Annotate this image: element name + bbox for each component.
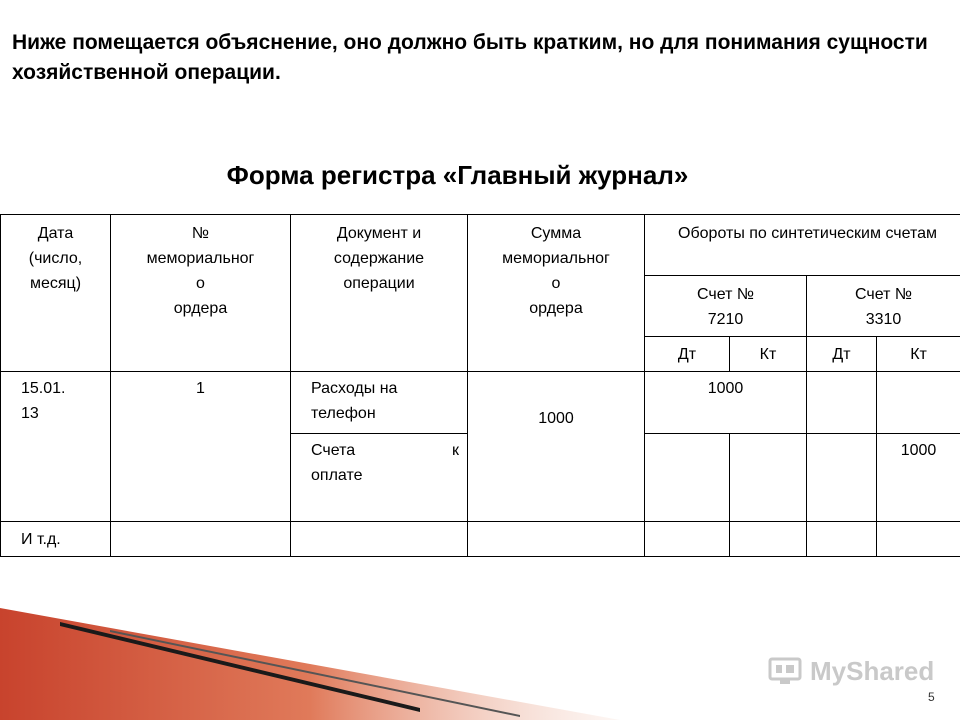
shared-icon: [768, 657, 802, 687]
cell-empty: [111, 522, 291, 557]
cell-operation-2: Счета к оплате: [291, 434, 468, 522]
header-document: Документ и содержание операции: [291, 215, 468, 372]
intro-text: Ниже помещается объяснение, оно должно быть кратким, но для понимания сущности хозяйственной операции.: [12, 31, 928, 84]
cell-empty: [807, 522, 877, 557]
header-account-7210: Счет № 7210: [645, 276, 807, 337]
header-turnovers: Обороты по синтетическим счетам: [645, 215, 960, 276]
journal-table: [0, 214, 960, 557]
cell-date: 15.01. 13: [1, 372, 111, 522]
header-row-1: [1, 215, 960, 276]
cell-acc2-kt: 1000: [877, 434, 960, 522]
cell-empty: [730, 434, 807, 522]
cell-empty: [645, 522, 730, 557]
page-number: 5: [928, 690, 935, 704]
myshared-logo: [768, 656, 934, 687]
decorative-swoosh: [0, 560, 960, 720]
header-dt-7210: Дт: [645, 337, 730, 372]
cell-empty: [877, 522, 960, 557]
header-memo-number: № мемориальног о ордера: [111, 215, 291, 372]
cell-empty: [807, 372, 877, 434]
cell-empty: [468, 522, 645, 557]
table-row: [1, 372, 960, 434]
red-swoosh-shape: [0, 608, 620, 720]
header-dt-3310: Дт: [807, 337, 877, 372]
cell-amount: 1000: [468, 372, 645, 522]
cell-empty: [807, 434, 877, 522]
header-amount: Сумма мемориальног о ордера: [468, 215, 645, 372]
header-account-3310: Счет № 3310: [807, 276, 960, 337]
cell-empty: [645, 434, 730, 522]
table-row: [1, 522, 960, 557]
cell-operation-1: Расходы на телефон: [291, 372, 468, 434]
cell-empty: [877, 372, 960, 434]
header-kt-7210: Кт: [730, 337, 807, 372]
cell-empty: [730, 522, 807, 557]
cell-etc: И т.д.: [1, 522, 111, 557]
header-kt-3310: Кт: [877, 337, 960, 372]
logo-text: MyShared: [810, 656, 935, 686]
cell-memo-number: 1: [111, 372, 291, 522]
cell-empty: [291, 522, 468, 557]
page-title: Форма регистра «Главный журнал»: [226, 160, 689, 190]
cell-acc1-dt: 1000: [645, 372, 807, 434]
header-date: Дата (число, месяц): [1, 215, 111, 372]
